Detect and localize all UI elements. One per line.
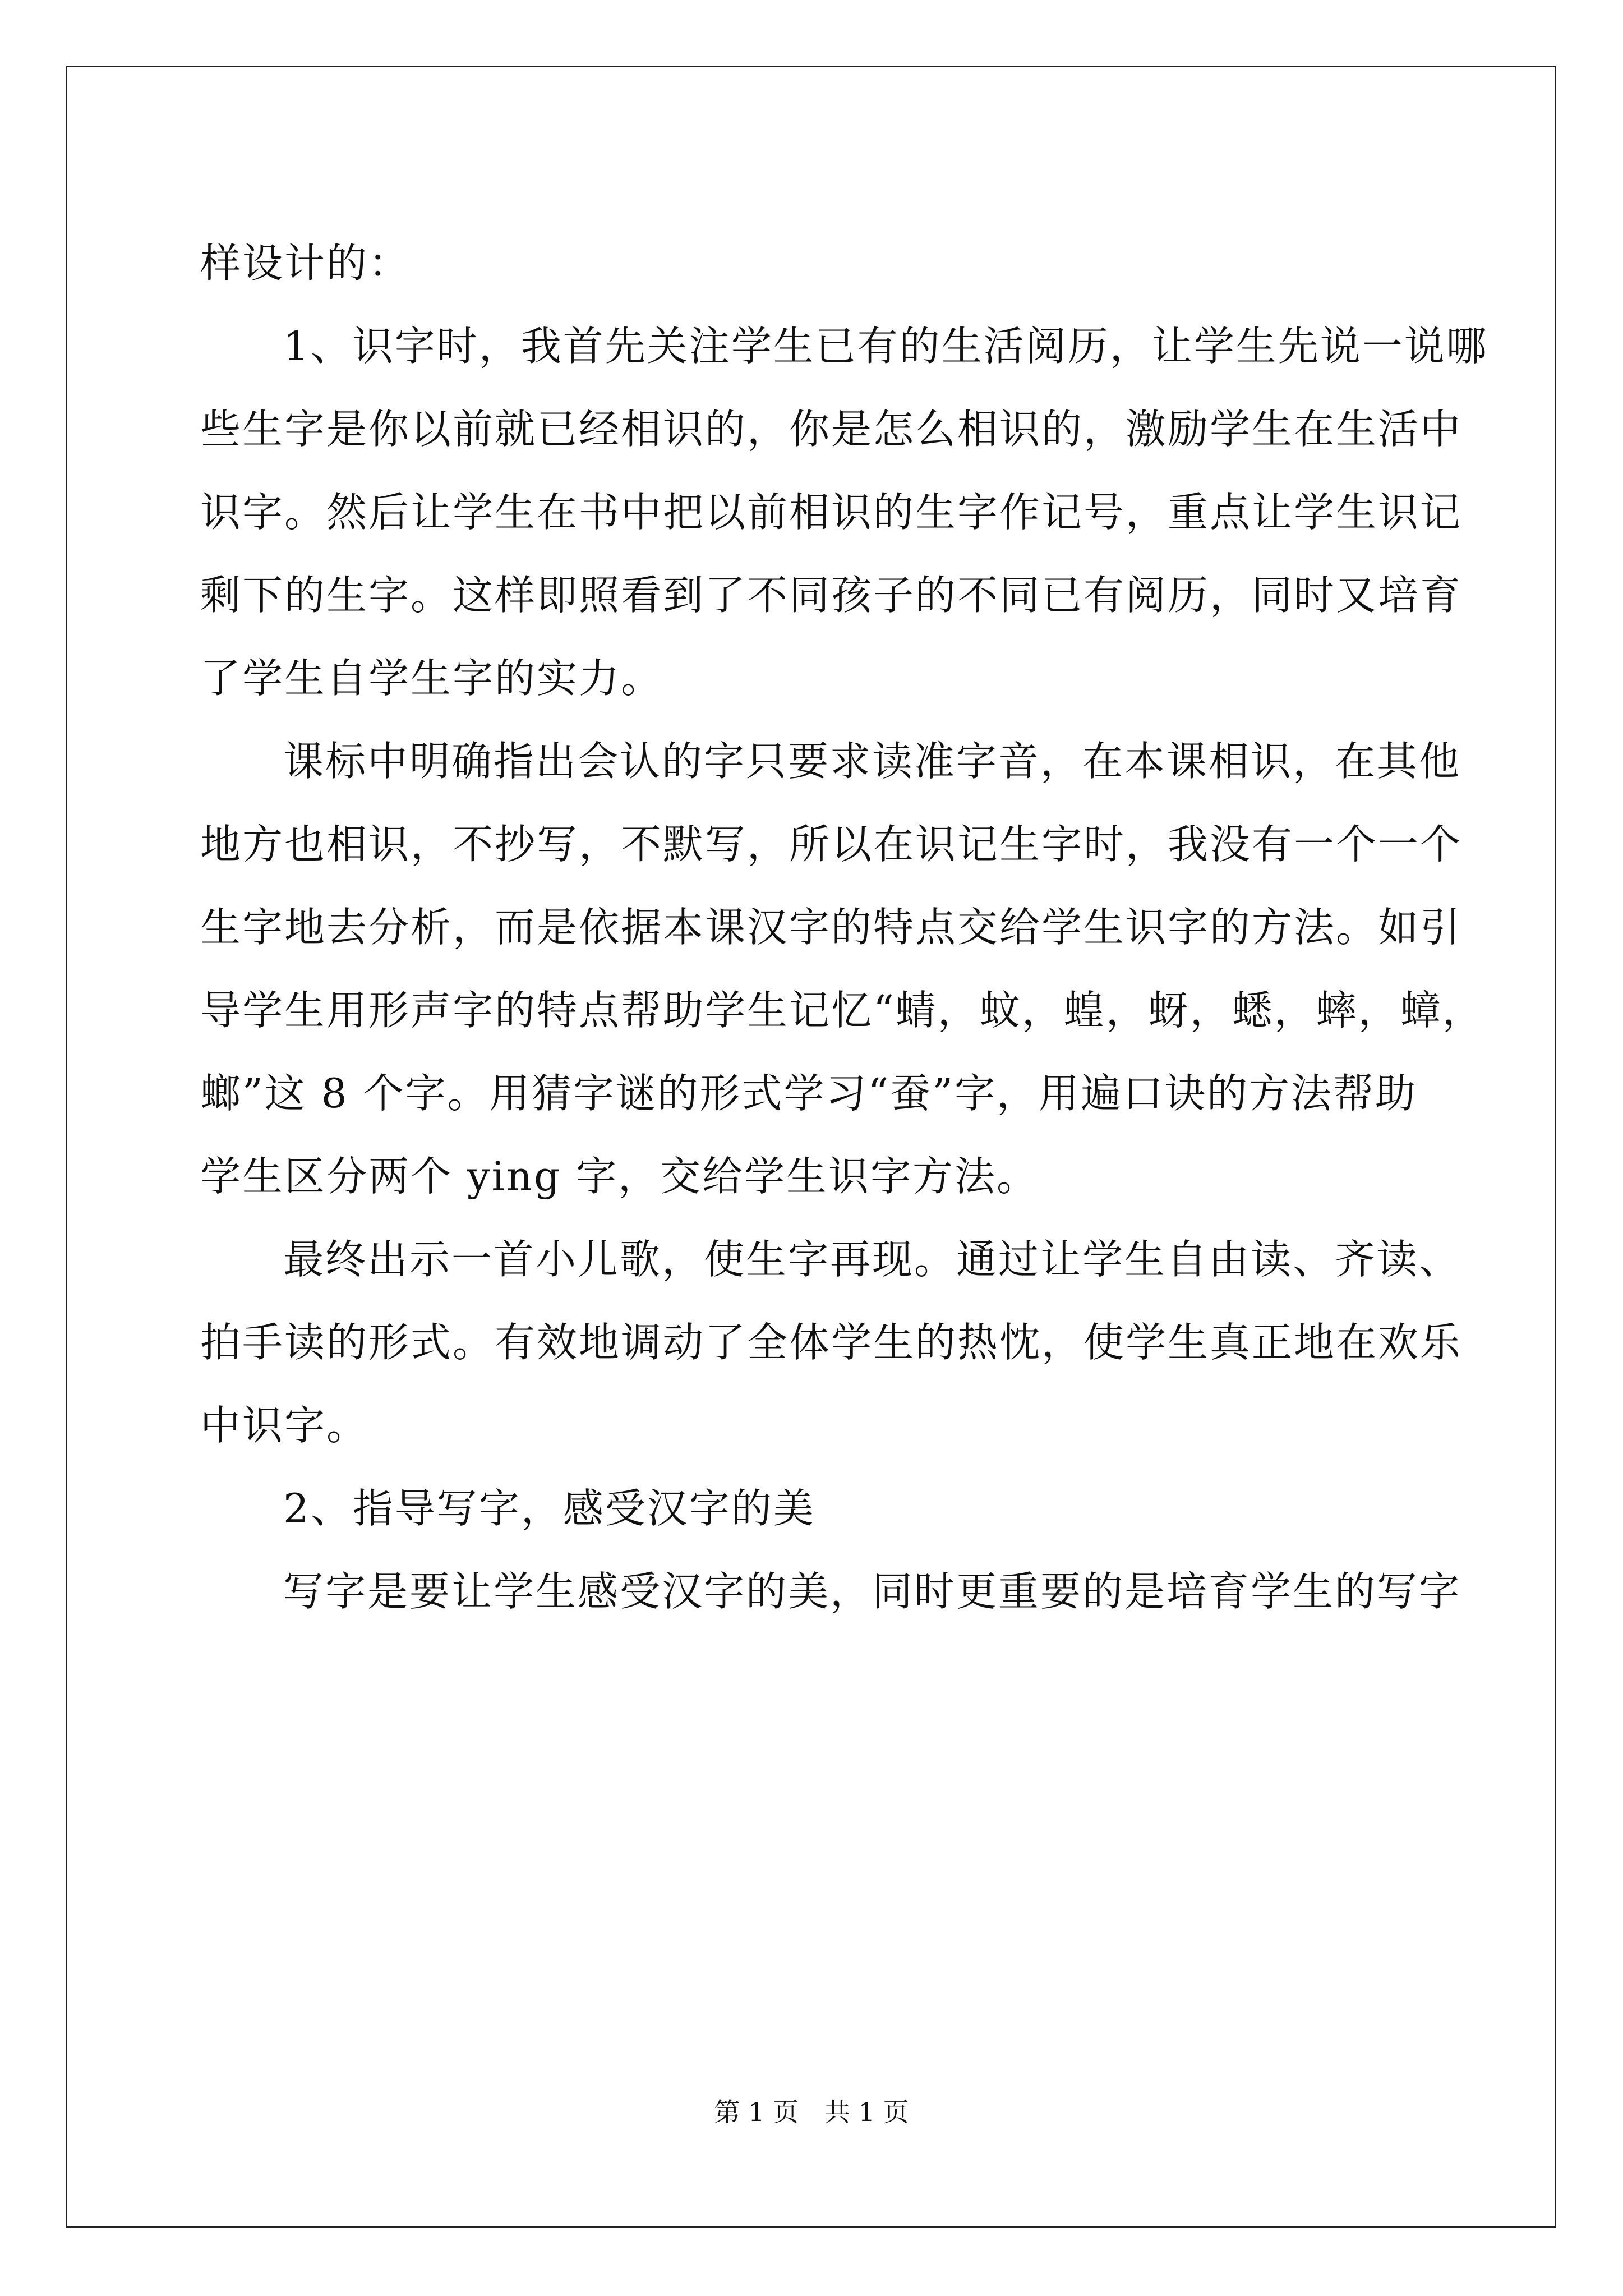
text-line: 最终出示一首小儿歌，使生字再现。通过让学生自由读、齐读、	[283, 1236, 1461, 1283]
document-body	[200, 222, 1488, 1633]
text-line: 写字是要让学生感受汉字的美，同时更重要的是培育学生的写字	[283, 1568, 1461, 1615]
text-line: 课标中明确指出会认的字只要求读准字音，在本课相识，在其他	[283, 738, 1461, 785]
section-heading: 2、指导写字，感受汉字的美	[283, 1485, 815, 1532]
text-line: 螂”这 8 个字。用猜字谜的形式学习“蚕”字，用遍口诀的方法帮助	[200, 1070, 1418, 1117]
text-line: 1、识字时，我首先关注学生已有的生活阅历，让学生先说一说哪	[283, 323, 1488, 370]
text-line: 了学生自学生字的实力。	[200, 655, 663, 702]
page-footer: 第 1 页 共 1 页	[714, 2097, 909, 2127]
text-line: 剩下的生字。这样即照看到了不同孩子的不同已有阅历，同时又培育	[200, 572, 1463, 619]
text-line: 学生区分两个 ying 字，交给学生识字方法。	[200, 1153, 1039, 1200]
text-line: 地方也相识，不抄写，不默写，所以在识记生字时，我没有一个一个	[200, 821, 1463, 868]
text-line: 样设计的：	[200, 240, 411, 287]
text-line: 些生字是你以前就已经相识的，你是怎么相识的，激励学生在生活中	[200, 406, 1463, 453]
text-line: 拍手读的形式。有效地调动了全体学生的热忱，使学生真正地在欢乐	[200, 1319, 1463, 1366]
text-line: 中识字。	[200, 1402, 369, 1449]
text-line: 导学生用形声字的特点帮助学生记忆“蜻，蚊，蝗，蚜，蟋，蟀，蟑，	[200, 987, 1484, 1034]
text-line: 识字。然后让学生在书中把以前相识的生字作记号，重点让学生识记	[200, 489, 1463, 536]
text-line: 生字地去分析，而是依据本课汉字的特点交给学生识字的方法。如引	[200, 904, 1463, 951]
